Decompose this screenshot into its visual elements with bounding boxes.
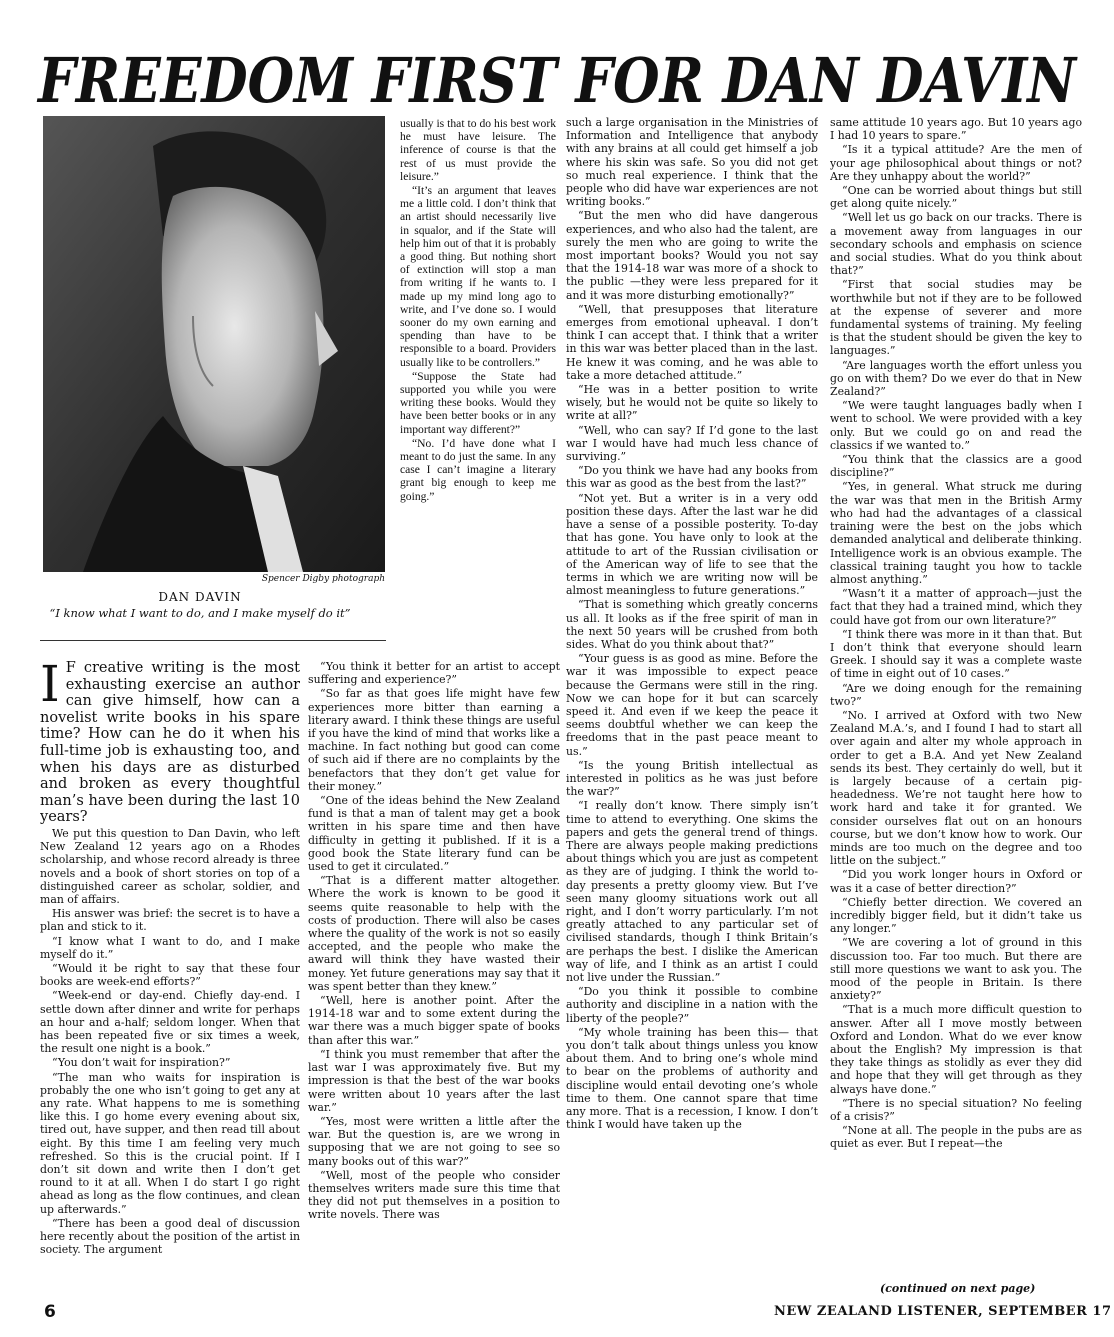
paragraph: “You don’t wait for inspiration?” <box>52 1056 231 1070</box>
paragraph: “Your guess is as good as mine. Before the war it was impossible to expect peace because the Germans were still in the ring. Now we can hope for it but can scarcely speed it. And even if we keep the peace it seems doubtful whether we can keep the freedoms that in the past peace meant to us.” <box>566 652 818 758</box>
paragraph: His answer was brief: the secret is to have a plan and stick to it. <box>40 907 300 934</box>
paragraph: “One can be worried about things but still get along quite nicely.” <box>830 184 1082 211</box>
paragraph: “Is it a typical attitude? Are the men of your age philosophical about things or not? Are they unhappy about the world?” <box>830 143 1082 183</box>
paragraph: “The man who waits for inspiration is probably the one who isn’t going to get any at any rate. What happens to me is something like this. I go home every evening about six, tired out, have supper, and then read till about eight. By this time I am feeling very much refreshed. So this is the crucial point. If I don’t sit down and write then I don’t get round to it at all. When I do start I go right ahead as long as the flow continues, and clean up afterwards.” <box>40 1070 300 1216</box>
paragraph: “Are we doing enough for the remaining two?” <box>830 681 1082 708</box>
caption-rule <box>40 640 386 641</box>
column-1 <box>40 660 300 1286</box>
paragraph: “Are languages worth the effort unless you go on with them? Do we ever do that in New Zealand?” <box>830 358 1082 399</box>
paragraph: “Would it be right to say that these four books are week-end efforts?” <box>40 961 300 989</box>
paragraph: “There has been a good deal of discussion here recently about the position of the artist in society. The argument <box>40 1216 300 1257</box>
paragraph: “Well, here is another point. After the 1914-18 war and to some extent during the war there was a much bigger spate of books than after this war.” <box>308 994 560 1047</box>
column-2 <box>308 660 560 1286</box>
paragraph: “Well, most of the people who consider themselves writers made sure this time that they did not put themselves in a position to write novels. There was <box>308 1168 560 1222</box>
paragraph: “My whole training has been this— that you don’t talk about things unless you know about them. And to bring one’s whole mind to bear on the problems of authority and discipline would entail devoting one’s whole time to them. One cannot spare that time any more. That is a recession, I know. I don’t think I would have taken up the <box>566 1025 818 1132</box>
paragraph: “It’s an argument that leaves me a little cold. I don’t think that an artist should necessarily live in squalor, and if the State will help him out of that it is probably a good thing. But nothing short of extinction will stop a man from writing if he wants to. I made up my mind long ago to write, and I’ve done so. I would sooner do my own earning and spending than have to be responsible to a board. Providers usually like to be controllers.” <box>400 184 556 369</box>
paragraph: “There is no special situation? No feeling of a crisis?” <box>830 1096 1082 1124</box>
paragraph: “He was in a better position to write wisely, but he would not be quite so likely to write at all?” <box>566 383 818 423</box>
publication-footer: NEW ZEALAND LISTENER, SEPTEMBER 17 <box>774 1304 1112 1319</box>
paragraph: “Not yet. But a writer is in a very odd position these days. After the last war he did have a sense of a possible posterity. To-day that has gone. You have only to look at the attitude to art of the Russian civilisation or of the American way of life to see that the terms in which we are writing now will be almost meaningless to future generations.” <box>566 491 818 598</box>
paragraph: “Yes, in general. What struck me during the war was that men in the British Army who had had the advantages of a classical training were the best on the jobs which demanded analytical and deliberate thinking. Intelligence work is an obvious example. The classical training taught you how to tackle almost anything.” <box>830 480 1082 586</box>
paragraph: “None at all. The people in the pubs are as quiet as ever. But I repeat—the <box>830 1124 1082 1151</box>
paragraph: “No. I’d have done what I meant to do just the same. In any case I can’t imagine a literary grant big enough to keep me going.” <box>400 436 556 503</box>
headline-text: FREEDOM FIRST FOR DAN DAVIN <box>36 44 1078 108</box>
photo-credit: Spencer Digby photograph <box>261 574 385 584</box>
paragraph: “Suppose the State had supported you while you were writing these books. Would they have been better books or in any important way different?” <box>400 369 556 436</box>
drop-cap: I <box>40 660 60 713</box>
headline-graphic <box>34 44 1084 108</box>
paragraph: “Chiefly better direction. We covered an incredibly bigger field, but it didn’t take us any longer.” <box>830 895 1082 936</box>
paragraph: “Is the young British intellectual as interested in politics as he was just before the war?” <box>566 758 818 799</box>
paragraph: We put this question to Dan Davin, who left New Zealand 12 years ago on a Rhodes scholarship, and whose record already is three novels and a book of short stories on top of a distinguished career as scholar, soldier, and man of affairs. <box>40 826 300 906</box>
paragraph: “We were taught languages badly when I went to school. We were provided with a key only. But we could go on and read the classics if we wanted to.” <box>830 399 1082 452</box>
continued-note: (continued on next page) <box>880 1282 1036 1295</box>
paragraph: “You think it better for an artist to accept suffering and experience?” <box>308 660 560 687</box>
paragraph: “That is a different matter altogether. Where the work is known to be good it seems quite reasonable to help with the costs of production. There will also be cases where the quality of the work is not so easily accepted, and the people who make the award will think they have wasted their money. Yet future generations may say that it was spent better than they knew.” <box>308 874 560 993</box>
paragraph: “Well let us go back on our tracks. There is a movement away from languages in our secondary schools and emphasis on science and social studies. What do you think about that?” <box>830 211 1082 278</box>
paragraph: “First that social studies may be worthwhile but not if they are to be followed at the expense of severer and more fundamental systems of training. My feeling is that the student should be given the key to languages.” <box>830 278 1082 358</box>
paragraph: “We are covering a lot of ground in this discussion too. Far too much. But there are still more questions we want to ask you. The mood of the people in Britain. Is there anxiety?” <box>830 936 1082 1003</box>
paragraph: “Week-end or day-end. Chiefly day-end. I settle down after dinner and write for perhaps an hour and a-half; seldom longer. When that has been repeated five or six times a week, the result one night is a book.” <box>40 989 300 1056</box>
paragraph: same attitude 10 years ago. But 10 years ago I had 10 years to spare.” <box>830 116 1082 143</box>
caption-quote: “I know what I want to do, and I make myself do it” <box>49 606 351 620</box>
column-2-top <box>400 117 556 657</box>
paragraph: “No. I arrived at Oxford with two New Zealand M.A.’s, and I found I had to start all over again and alter my whole approach in order to get a B.A. And yet New Zealand sends its best. They certainly do well, but it is largely because of a certain pig-headedness. We’re not taught here how to work hard and take it for granted. We consider ourselves flat out on an honours course, but we don’t know how to work. Our minds are too much on the degree and too little on the subject.” <box>830 708 1082 868</box>
paragraph: “Yes, most were written a little after the war. But the question is, are we wrong in supposing that we are not going to see so many books out of this war?” <box>308 1114 560 1168</box>
paragraph: “Do you think it possible to combine authority and discipline in a nation with the liberty of the people?” <box>566 985 818 1025</box>
paragraph: usually is that to do his best work he must have leisure. The inference of course is that the rest of us must provide the leisure.” <box>400 117 556 183</box>
paragraph: “One of the ideas behind the New Zealand fund is that a man of talent may get a book written in his spare time and then have difficulty in getting it published. If it is a good book the State literary fund can be used to get it circulated.” <box>308 794 560 874</box>
column-4 <box>830 116 1082 1278</box>
paragraph: “You think that the classics are a good discipline?” <box>830 453 1082 480</box>
column-3 <box>566 116 818 1286</box>
paragraph: “Wasn’t it a matter of approach—just the fact that they had a trained mind, which they could have got from our own literature?” <box>830 587 1082 627</box>
paragraph: “Did you work longer hours in Oxford or was it a case of better direction?” <box>830 868 1082 895</box>
paragraph: “Do you think we have had any books from this war as good as the best from the last?” <box>566 464 818 491</box>
paragraph: “That is something which greatly concerns us all. It looks as if the free spirit of man in the next 50 years will be crushed from both sides. What do you think about that?” <box>566 598 818 651</box>
lead-text: F creative writing is the most exhausting exercise an author can give himself, how can a novelist write books in his spare time? How can he do it when his full-time job is exhausting too, and when his days are as disturbed and broken as every thoughtful man’s have been during the last 10 years? <box>40 660 300 826</box>
paragraph: “I think there was more in it than that. But I don’t think that everyone should learn Greek. I should say it was a complete waste of time in eight out of 10 cases.” <box>830 627 1082 681</box>
portrait-image <box>43 116 385 572</box>
paragraph: “That is a much more difficult question to answer. After all I move mostly between Oxford and London. What do we ever know about the English? My impression is that they take things as stolidly as ever they did and hope that they will get through as they always have done.” <box>830 1003 1082 1096</box>
paragraph: “Well, who can say? If I’d gone to the last war I would have had much less chance of surviving.” <box>566 423 818 464</box>
headline <box>34 44 1084 108</box>
paragraph: “I really don’t know. There simply isn’t time to attend to everything. One skims the papers and gets the general trend of things. There are always people making predictions about things which you are just as competent as they are of judging. I think the world to-day presents a pretty gloomy view. But I’ve seen many gloomy situations work out all right, and I don’t worry particularly. I’m not greatly attached to any particular set of civilised standards, though I think Britain’s are perhaps the best. I dislike the American way of life, and I think as an artist I could not live under the Russian.” <box>566 799 818 984</box>
paragraph: “I think you must remember that after the last war I was approximately five. But my impression is that the best of the war books were written about 10 years after the last war.” <box>308 1047 560 1114</box>
paragraph: such a large organisation in the Ministries of Information and Intelligence that anybody with any brains at all could get himself a job where his skin was safe. So you did not get so much real experience. I think that the people who did have war experiences are not writing books.” <box>566 116 818 209</box>
paragraph: “I know what I want to do, and I make myself do it.” <box>40 934 300 961</box>
page-number: 6 <box>44 1302 56 1322</box>
author-portrait-photo <box>43 116 385 572</box>
paragraph: “But the men who did have dangerous experiences, and who also had the talent, are surely the men who are going to write the most important books? Would you not say that the 1914-18 war was more of a shock to the public —they were less prepared for it and it was more disturbing emotionally?” <box>566 209 818 302</box>
caption-name: DAN DAVIN <box>158 590 242 604</box>
paragraph: “So far as that goes life might have few experiences more bitter than earning a literary award. I think these things are useful if you have the kind of mind that works like a machine. In fact nothing but good can come of such aid if there are no complaints by the benefactors that they don’t get value for their money.” <box>308 687 560 793</box>
lead-paragraph <box>40 660 300 826</box>
paragraph: “Well, that presupposes that literature emerges from emotional upheaval. I don’t think I can accept that. I think that a writer in this war was better placed than in the last. He knew it was coming, and he was able to take a more detached attitude.” <box>566 302 818 382</box>
